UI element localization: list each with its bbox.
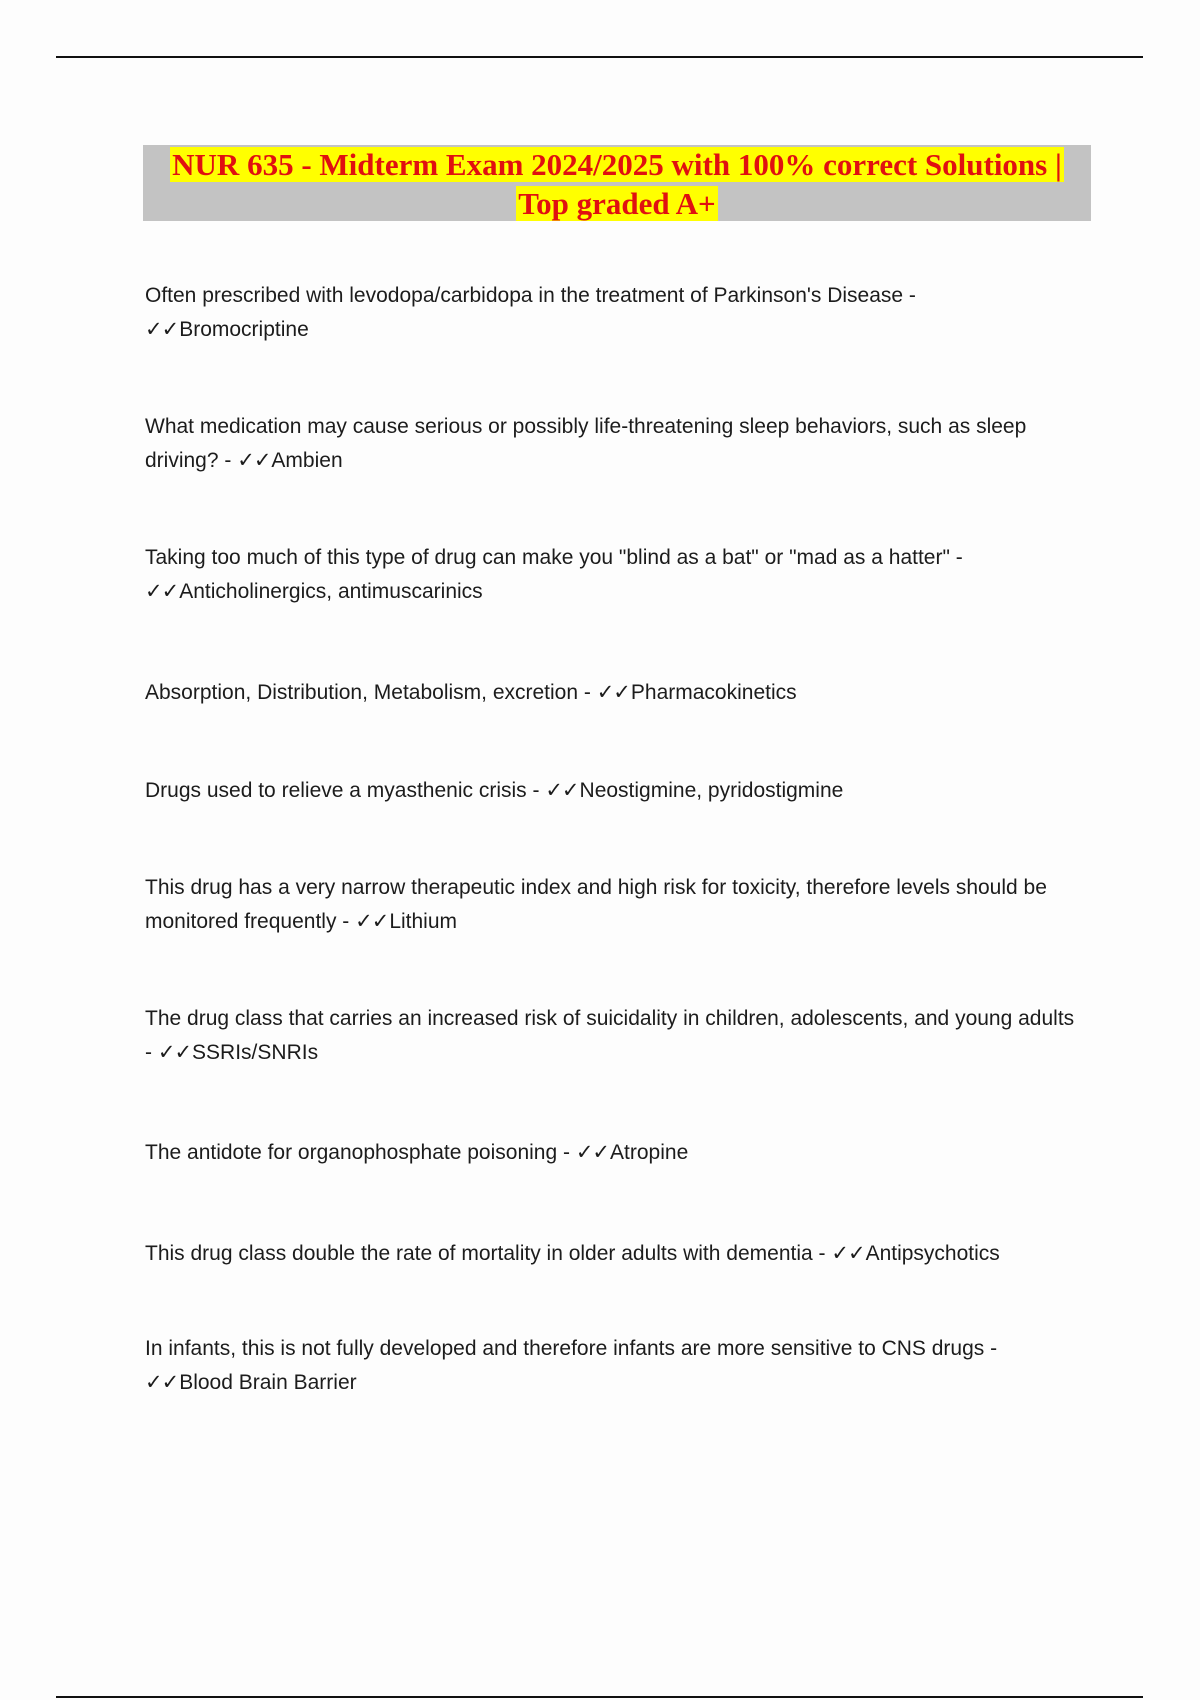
qa-item: [145, 871, 1085, 939]
title-line-1: NUR 635 - Midterm Exam 2024/2025 with 100% correct Solutions |: [172, 147, 1062, 182]
question-text: The drug class that carries an increased risk of suicidality in children, adolescents, and young adults -: [145, 1007, 1075, 1064]
double-check-icon: ✓✓: [545, 779, 579, 802]
answer-text: Neostigmine, pyridostigmine: [579, 779, 844, 802]
answer-text: Blood Brain Barrier: [179, 1371, 357, 1394]
bottom-rule: [56, 1696, 1143, 1698]
double-check-icon: ✓✓: [355, 910, 389, 933]
question-text: What medication may cause serious or possibly life-threatening sleep behaviors, such as sleep driving? -: [145, 415, 1027, 472]
double-check-icon: ✓✓: [596, 681, 630, 704]
question-text: Drugs used to relieve a myasthenic crisis -: [145, 779, 540, 802]
answer-text: Ambien: [271, 449, 343, 472]
qa-item: [145, 279, 1085, 347]
qa-item: [145, 774, 1085, 808]
answer-text: Atropine: [610, 1141, 689, 1164]
question-text: This drug has a very narrow therapeutic index and high risk for toxicity, therefore levels should be monitored frequently -: [145, 876, 1047, 933]
double-check-icon: ✓✓: [145, 1371, 179, 1394]
answer-text: Pharmacokinetics: [630, 681, 797, 704]
double-check-icon: ✓✓: [145, 318, 179, 341]
qa-item: [145, 541, 1085, 609]
double-check-icon: ✓✓: [237, 449, 271, 472]
question-text: The antidote for organophosphate poisoning -: [145, 1141, 570, 1164]
answer-text: Lithium: [389, 910, 458, 933]
question-text: Absorption, Distribution, Metabolism, excretion -: [145, 681, 591, 704]
qa-item: [145, 1237, 1085, 1271]
question-text: Taking too much of this type of drug can make you "blind as a bat" or "mad as a hatter" -: [145, 546, 963, 569]
top-rule: [56, 56, 1143, 58]
qa-item: [145, 676, 1085, 710]
qa-item: [145, 1136, 1085, 1170]
double-check-icon: ✓✓: [157, 1041, 192, 1064]
answer-text: Anticholinergics, antimuscarinics: [179, 580, 483, 603]
question-text: Often prescribed with levodopa/carbidopa in the treatment of Parkinson's Disease -: [145, 284, 916, 307]
answer-text: Antipsychotics: [865, 1242, 1000, 1265]
qa-item: [145, 410, 1085, 478]
answer-text: SSRIs/SNRIs: [192, 1041, 319, 1064]
document-title: [143, 145, 1091, 221]
double-check-icon: ✓✓: [575, 1141, 610, 1164]
question-text: This drug class double the rate of mortality in older adults with dementia -: [145, 1242, 826, 1265]
double-check-icon: ✓✓: [831, 1242, 865, 1265]
qa-item: [145, 1002, 1085, 1070]
answer-text: Bromocriptine: [179, 318, 309, 341]
question-text: In infants, this is not fully developed and therefore infants are more sensitive to CNS drugs -: [145, 1337, 998, 1360]
title-line-2: Top graded A+: [518, 186, 716, 221]
double-check-icon: ✓✓: [145, 580, 179, 603]
qa-item: [145, 1332, 1085, 1400]
